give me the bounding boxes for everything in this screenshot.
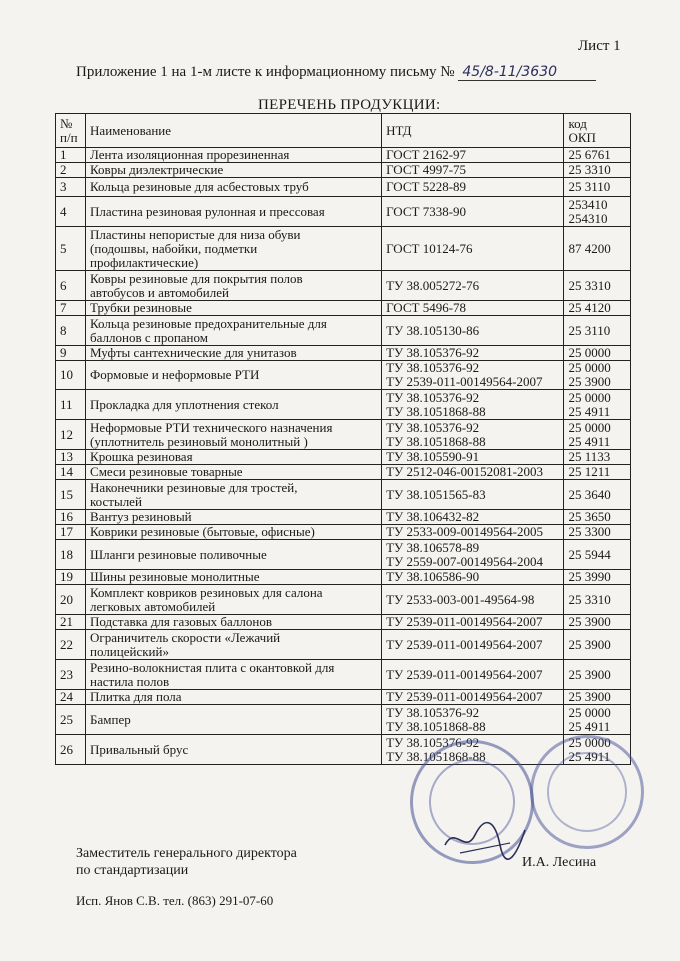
cell-ntd: ТУ 2539-011-00149564-2007	[382, 690, 564, 705]
cell-ntd: ГОСТ 5228-89	[382, 178, 564, 197]
cell-num: 24	[56, 690, 86, 705]
table-row	[56, 227, 631, 271]
table-row	[56, 615, 631, 630]
table-row	[56, 316, 631, 346]
cell-ntd: ГОСТ 2162-97	[382, 148, 564, 163]
cell-num: 22	[56, 630, 86, 660]
cell-okp: 25 3310	[564, 271, 631, 301]
table-row	[56, 148, 631, 163]
table-row	[56, 525, 631, 540]
cell-num: 18	[56, 540, 86, 570]
table-row	[56, 163, 631, 178]
cell-ntd: ТУ 2512-046-00152081-2003	[382, 465, 564, 480]
cell-okp: 25 3640	[564, 480, 631, 510]
cell-name: Формовые и неформовые РТИ	[86, 361, 382, 390]
cell-num: 11	[56, 390, 86, 420]
cell-num: 12	[56, 420, 86, 450]
cell-num: 26	[56, 735, 86, 765]
cell-okp: 25 3900	[564, 630, 631, 660]
cell-okp: 25 0000 25 4911	[564, 705, 631, 735]
table-row	[56, 480, 631, 510]
cell-num: 21	[56, 615, 86, 630]
cell-okp: 87 4200	[564, 227, 631, 271]
cell-ntd: ТУ 38.105376-92 ТУ 38.1051868-88	[382, 735, 564, 765]
table-row	[56, 585, 631, 615]
cell-okp: 25 5944	[564, 540, 631, 570]
cell-ntd: ТУ 38.105590-91	[382, 450, 564, 465]
cell-name: Плитка для пола	[86, 690, 382, 705]
cell-num: 20	[56, 585, 86, 615]
sheet-number: Лист 1	[578, 38, 621, 54]
table-row	[56, 510, 631, 525]
cell-ntd: ТУ 38.005272-76	[382, 271, 564, 301]
cell-ntd: ТУ 38.106432-82	[382, 510, 564, 525]
cell-num: 10	[56, 361, 86, 390]
cell-name: Шланги резиновые поливочные	[86, 540, 382, 570]
cell-ntd: ТУ 2539-011-00149564-2007	[382, 660, 564, 690]
cell-num: 19	[56, 570, 86, 585]
cell-name: Лента изоляционная прорезиненная	[86, 148, 382, 163]
cell-name: Резино-волокнистая плита с окантовкой для настила полов	[86, 660, 382, 690]
cell-okp: 25 0000 25 4911	[564, 735, 631, 765]
table-row	[56, 660, 631, 690]
table-row	[56, 346, 631, 361]
cell-ntd: ТУ 2539-011-00149564-2007	[382, 630, 564, 660]
appendix-line	[76, 64, 596, 81]
cell-okp: 25 3650	[564, 510, 631, 525]
table-row	[56, 301, 631, 316]
cell-ntd: ТУ 38.106586-90	[382, 570, 564, 585]
cell-name: Кольца резиновые для асбестовых труб	[86, 178, 382, 197]
cell-name: Ограничитель скорости «Лежачий полицейский»	[86, 630, 382, 660]
cell-num: 14	[56, 465, 86, 480]
cell-name: Привальный брус	[86, 735, 382, 765]
cell-name: Крошка резиновая	[86, 450, 382, 465]
letter-number-handwritten: 45/8-11/3630	[458, 64, 596, 81]
signature	[440, 815, 530, 865]
cell-name: Ковры резиновые для покрытия полов автобусов и автомобилей	[86, 271, 382, 301]
cell-ntd: ГОСТ 5496-78	[382, 301, 564, 316]
cell-okp: 25 3990	[564, 570, 631, 585]
cell-okp: 25 6761	[564, 148, 631, 163]
cell-num: 6	[56, 271, 86, 301]
cell-ntd: ГОСТ 10124-76	[382, 227, 564, 271]
cell-name: Кольца резиновые предохранительные для баллонов с пропаном	[86, 316, 382, 346]
cell-num: 3	[56, 178, 86, 197]
header-ntd: НТД	[382, 114, 564, 148]
cell-name: Неформовые РТИ технического назначения (уплотнитель резиновый монолитный )	[86, 420, 382, 450]
table-row	[56, 705, 631, 735]
cell-ntd: ТУ 2533-003-001-49564-98	[382, 585, 564, 615]
header-num: № п/п	[56, 114, 86, 148]
cell-name: Подставка для газовых баллонов	[86, 615, 382, 630]
cell-num: 25	[56, 705, 86, 735]
cell-okp: 25 3310	[564, 585, 631, 615]
executor-line: Исп. Янов С.В. тел. (863) 291-07-60	[76, 893, 274, 908]
cell-ntd: ТУ 38.1051565-83	[382, 480, 564, 510]
cell-name: Трубки резиновые	[86, 301, 382, 316]
table-row	[56, 690, 631, 705]
cell-ntd: ТУ 38.105130-86	[382, 316, 564, 346]
cell-ntd: ТУ 2539-011-00149564-2007	[382, 615, 564, 630]
cell-num: 15	[56, 480, 86, 510]
cell-name: Комплект ковриков резиновых для салона легковых автомобилей	[86, 585, 382, 615]
cell-ntd: ТУ 38.105376-92 ТУ 38.1051868-88	[382, 390, 564, 420]
cell-name: Прокладка для уплотнения стекол	[86, 390, 382, 420]
cell-num: 17	[56, 525, 86, 540]
table-row	[56, 178, 631, 197]
cell-ntd: ТУ 38.105376-92 ТУ 38.1051868-88	[382, 705, 564, 735]
cell-ntd: ТУ 38.105376-92 ТУ 38.1051868-88	[382, 420, 564, 450]
cell-name: Ковры диэлектрические	[86, 163, 382, 178]
products-table	[55, 113, 631, 765]
table-row	[56, 197, 631, 227]
list-title: ПЕРЕЧЕНЬ ПРОДУКЦИИ:	[258, 97, 441, 113]
table-row	[56, 390, 631, 420]
cell-name: Пластина резиновая рулонная и прессовая	[86, 197, 382, 227]
header-okp: код ОКП	[564, 114, 631, 148]
cell-okp: 25 3900	[564, 690, 631, 705]
cell-num: 8	[56, 316, 86, 346]
table-row	[56, 630, 631, 660]
cell-num: 1	[56, 148, 86, 163]
table-row	[56, 420, 631, 450]
table-row	[56, 450, 631, 465]
cell-okp: 25 3900	[564, 660, 631, 690]
table-row	[56, 570, 631, 585]
cell-num: 9	[56, 346, 86, 361]
cell-num: 5	[56, 227, 86, 271]
cell-okp: 25 3310	[564, 163, 631, 178]
cell-okp: 25 0000	[564, 346, 631, 361]
cell-okp: 25 3300	[564, 525, 631, 540]
table-row	[56, 540, 631, 570]
cell-name: Наконечники резиновые для тростей, костылей	[86, 480, 382, 510]
cell-okp: 25 3900	[564, 615, 631, 630]
cell-okp: 25 0000 25 4911	[564, 390, 631, 420]
cell-num: 2	[56, 163, 86, 178]
cell-num: 23	[56, 660, 86, 690]
cell-ntd: ТУ 38.106578-89 ТУ 2559-007-00149564-2004	[382, 540, 564, 570]
cell-name: Муфты сантехнические для унитазов	[86, 346, 382, 361]
cell-okp: 25 3110	[564, 178, 631, 197]
signer-name: И.А. Лесина	[522, 855, 597, 870]
cell-ntd: ТУ 2533-009-00149564-2005	[382, 525, 564, 540]
appendix-prefix: Приложение 1 на 1-м листе к информационному письму №	[76, 64, 455, 80]
table-row	[56, 465, 631, 480]
header-name: Наименование	[86, 114, 382, 148]
cell-ntd: ГОСТ 7338-90	[382, 197, 564, 227]
cell-okp: 25 3110	[564, 316, 631, 346]
cell-ntd: ТУ 38.105376-92	[382, 346, 564, 361]
table-row	[56, 271, 631, 301]
cell-okp: 25 4120	[564, 301, 631, 316]
cell-okp: 253410 254310	[564, 197, 631, 227]
cell-name: Пластины непористые для низа обуви (подошвы, набойки, подметки профилактические)	[86, 227, 382, 271]
cell-num: 16	[56, 510, 86, 525]
cell-okp: 25 1133	[564, 450, 631, 465]
cell-ntd: ТУ 38.105376-92 ТУ 2539-011-00149564-2007	[382, 361, 564, 390]
cell-name: Бампер	[86, 705, 382, 735]
cell-name: Шины резиновые монолитные	[86, 570, 382, 585]
cell-num: 13	[56, 450, 86, 465]
cell-name: Коврики резиновые (бытовые, офисные)	[86, 525, 382, 540]
table-row	[56, 361, 631, 390]
signer-title: Заместитель генерального директора по стандартизации	[76, 846, 297, 878]
table-header-row	[56, 114, 631, 148]
cell-name: Вантуз резиновый	[86, 510, 382, 525]
cell-name: Смеси резиновые товарные	[86, 465, 382, 480]
cell-num: 4	[56, 197, 86, 227]
cell-ntd: ГОСТ 4997-75	[382, 163, 564, 178]
cell-num: 7	[56, 301, 86, 316]
cell-okp: 25 0000 25 4911	[564, 420, 631, 450]
cell-okp: 25 0000 25 3900	[564, 361, 631, 390]
cell-okp: 25 1211	[564, 465, 631, 480]
